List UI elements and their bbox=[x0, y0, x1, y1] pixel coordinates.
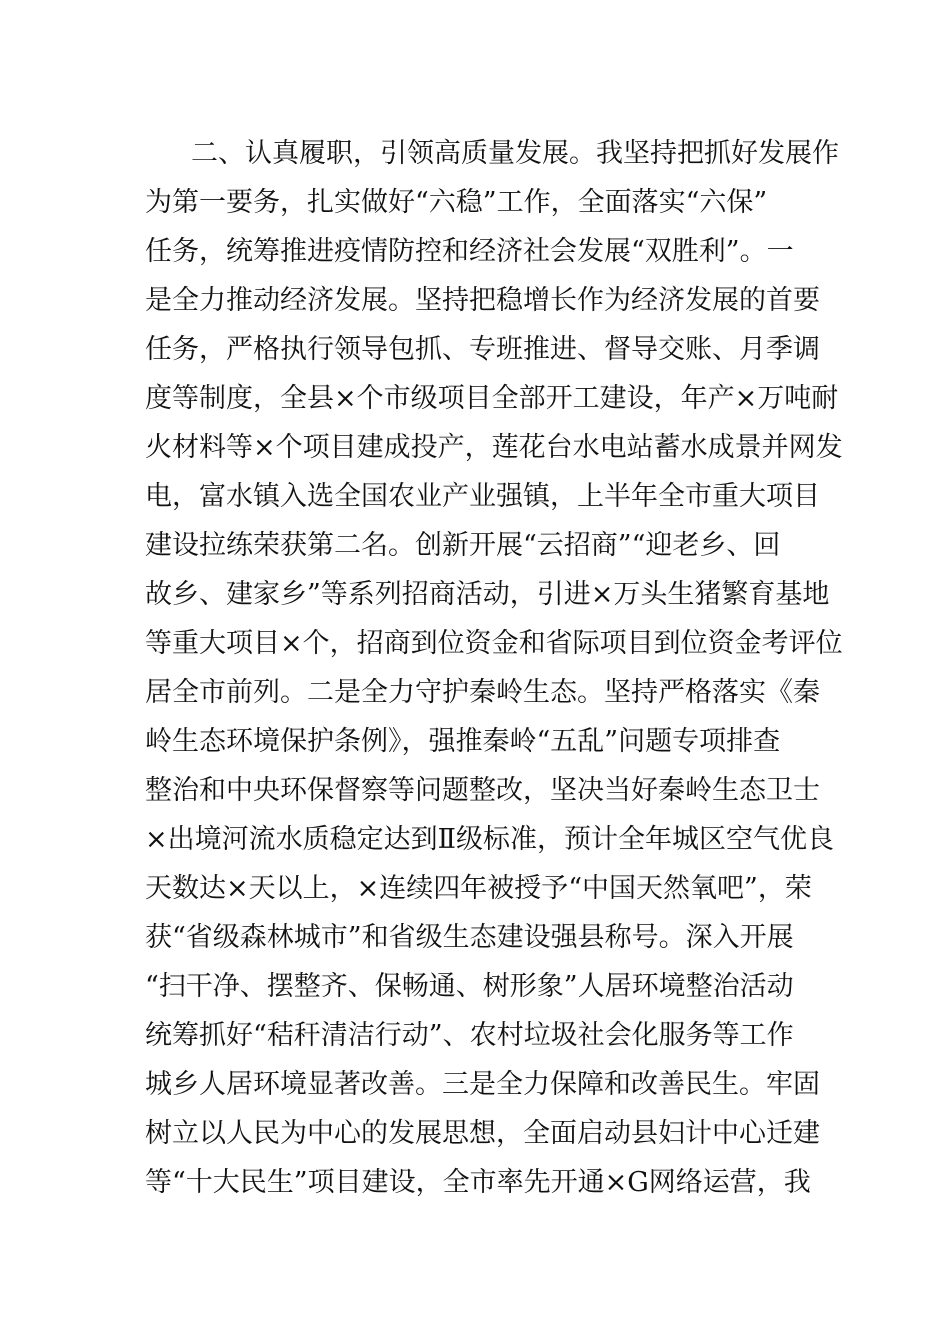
paragraph-line: ×出境河流水质稳定达到Ⅱ级标准，预计全年城区空气优良 bbox=[145, 824, 834, 855]
paragraph-line: 等重大项目×个，招商到位资金和省际项目到位资金考评位 bbox=[145, 628, 843, 659]
paragraph-line: 任务，严格执行领导包抓、专班推进、督导交账、月季调 bbox=[145, 334, 820, 365]
paragraph-line: 统筹抓好“秸秆清洁行动”、农村垃圾社会化服务等工作 bbox=[145, 1020, 794, 1051]
paragraph-line: 是全力推动经济发展。坚持把稳增长作为经济发展的首要 bbox=[145, 285, 820, 316]
paragraph-line: 任务，统筹推进疫情防控和经济社会发展“双胜利”。一 bbox=[145, 236, 794, 267]
paragraph-line: 等“十大民生”项目建设，全市率先开通×G网络运营，我 bbox=[145, 1167, 811, 1198]
paragraph-line: 城乡人居环境显著改善。三是全力保障和改善民生。牢固 bbox=[145, 1069, 820, 1100]
paragraph-line: 获“省级森林城市”和省级生态建设强县称号。深入开展 bbox=[145, 922, 794, 953]
paragraph-line: 故乡、建家乡”等系列招商活动，引进×万头生猪繁育基地 bbox=[145, 579, 830, 610]
paragraph-line: 岭生态环境保护条例》，强推秦岭“五乱”问题专项排查 bbox=[145, 726, 781, 757]
body-paragraph bbox=[145, 129, 843, 1207]
paragraph-line: 电，富水镇入选全国农业产业强镇，上半年全市重大项目 bbox=[145, 481, 820, 512]
paragraph-line: 为第一要务，扎实做好“六稳”工作，全面落实“六保” bbox=[145, 187, 768, 218]
paragraph-line: 建设拉练荣获第二名。创新开展“云招商”“迎老乡、回 bbox=[145, 530, 781, 561]
paragraph-line: 火材料等×个项目建成投产，莲花台水电站蓄水成景并网发 bbox=[145, 432, 843, 463]
paragraph-line: 整治和中央环保督察等问题整改，坚决当好秦岭生态卫士 bbox=[145, 775, 820, 806]
paragraph-line: 二、认真履职，引领高质量发展。我坚持把抓好发展作 bbox=[191, 138, 839, 169]
paragraph-line: 居全市前列。二是全力守护秦岭生态。坚持严格落实《秦 bbox=[145, 677, 820, 708]
paragraph-line: “扫干净、摆整齐、保畅通、树形象”人居环境整治活动 bbox=[145, 971, 794, 1002]
paragraph-line: 树立以人民为中心的发展思想，全面启动县妇计中心迁建 bbox=[145, 1118, 820, 1149]
paragraph-line: 天数达×天以上，×连续四年被授予“中国天然氧吧”，荣 bbox=[145, 873, 812, 904]
paragraph-line: 度等制度，全县×个市级项目全部开工建设，年产×万吨耐 bbox=[145, 383, 839, 414]
